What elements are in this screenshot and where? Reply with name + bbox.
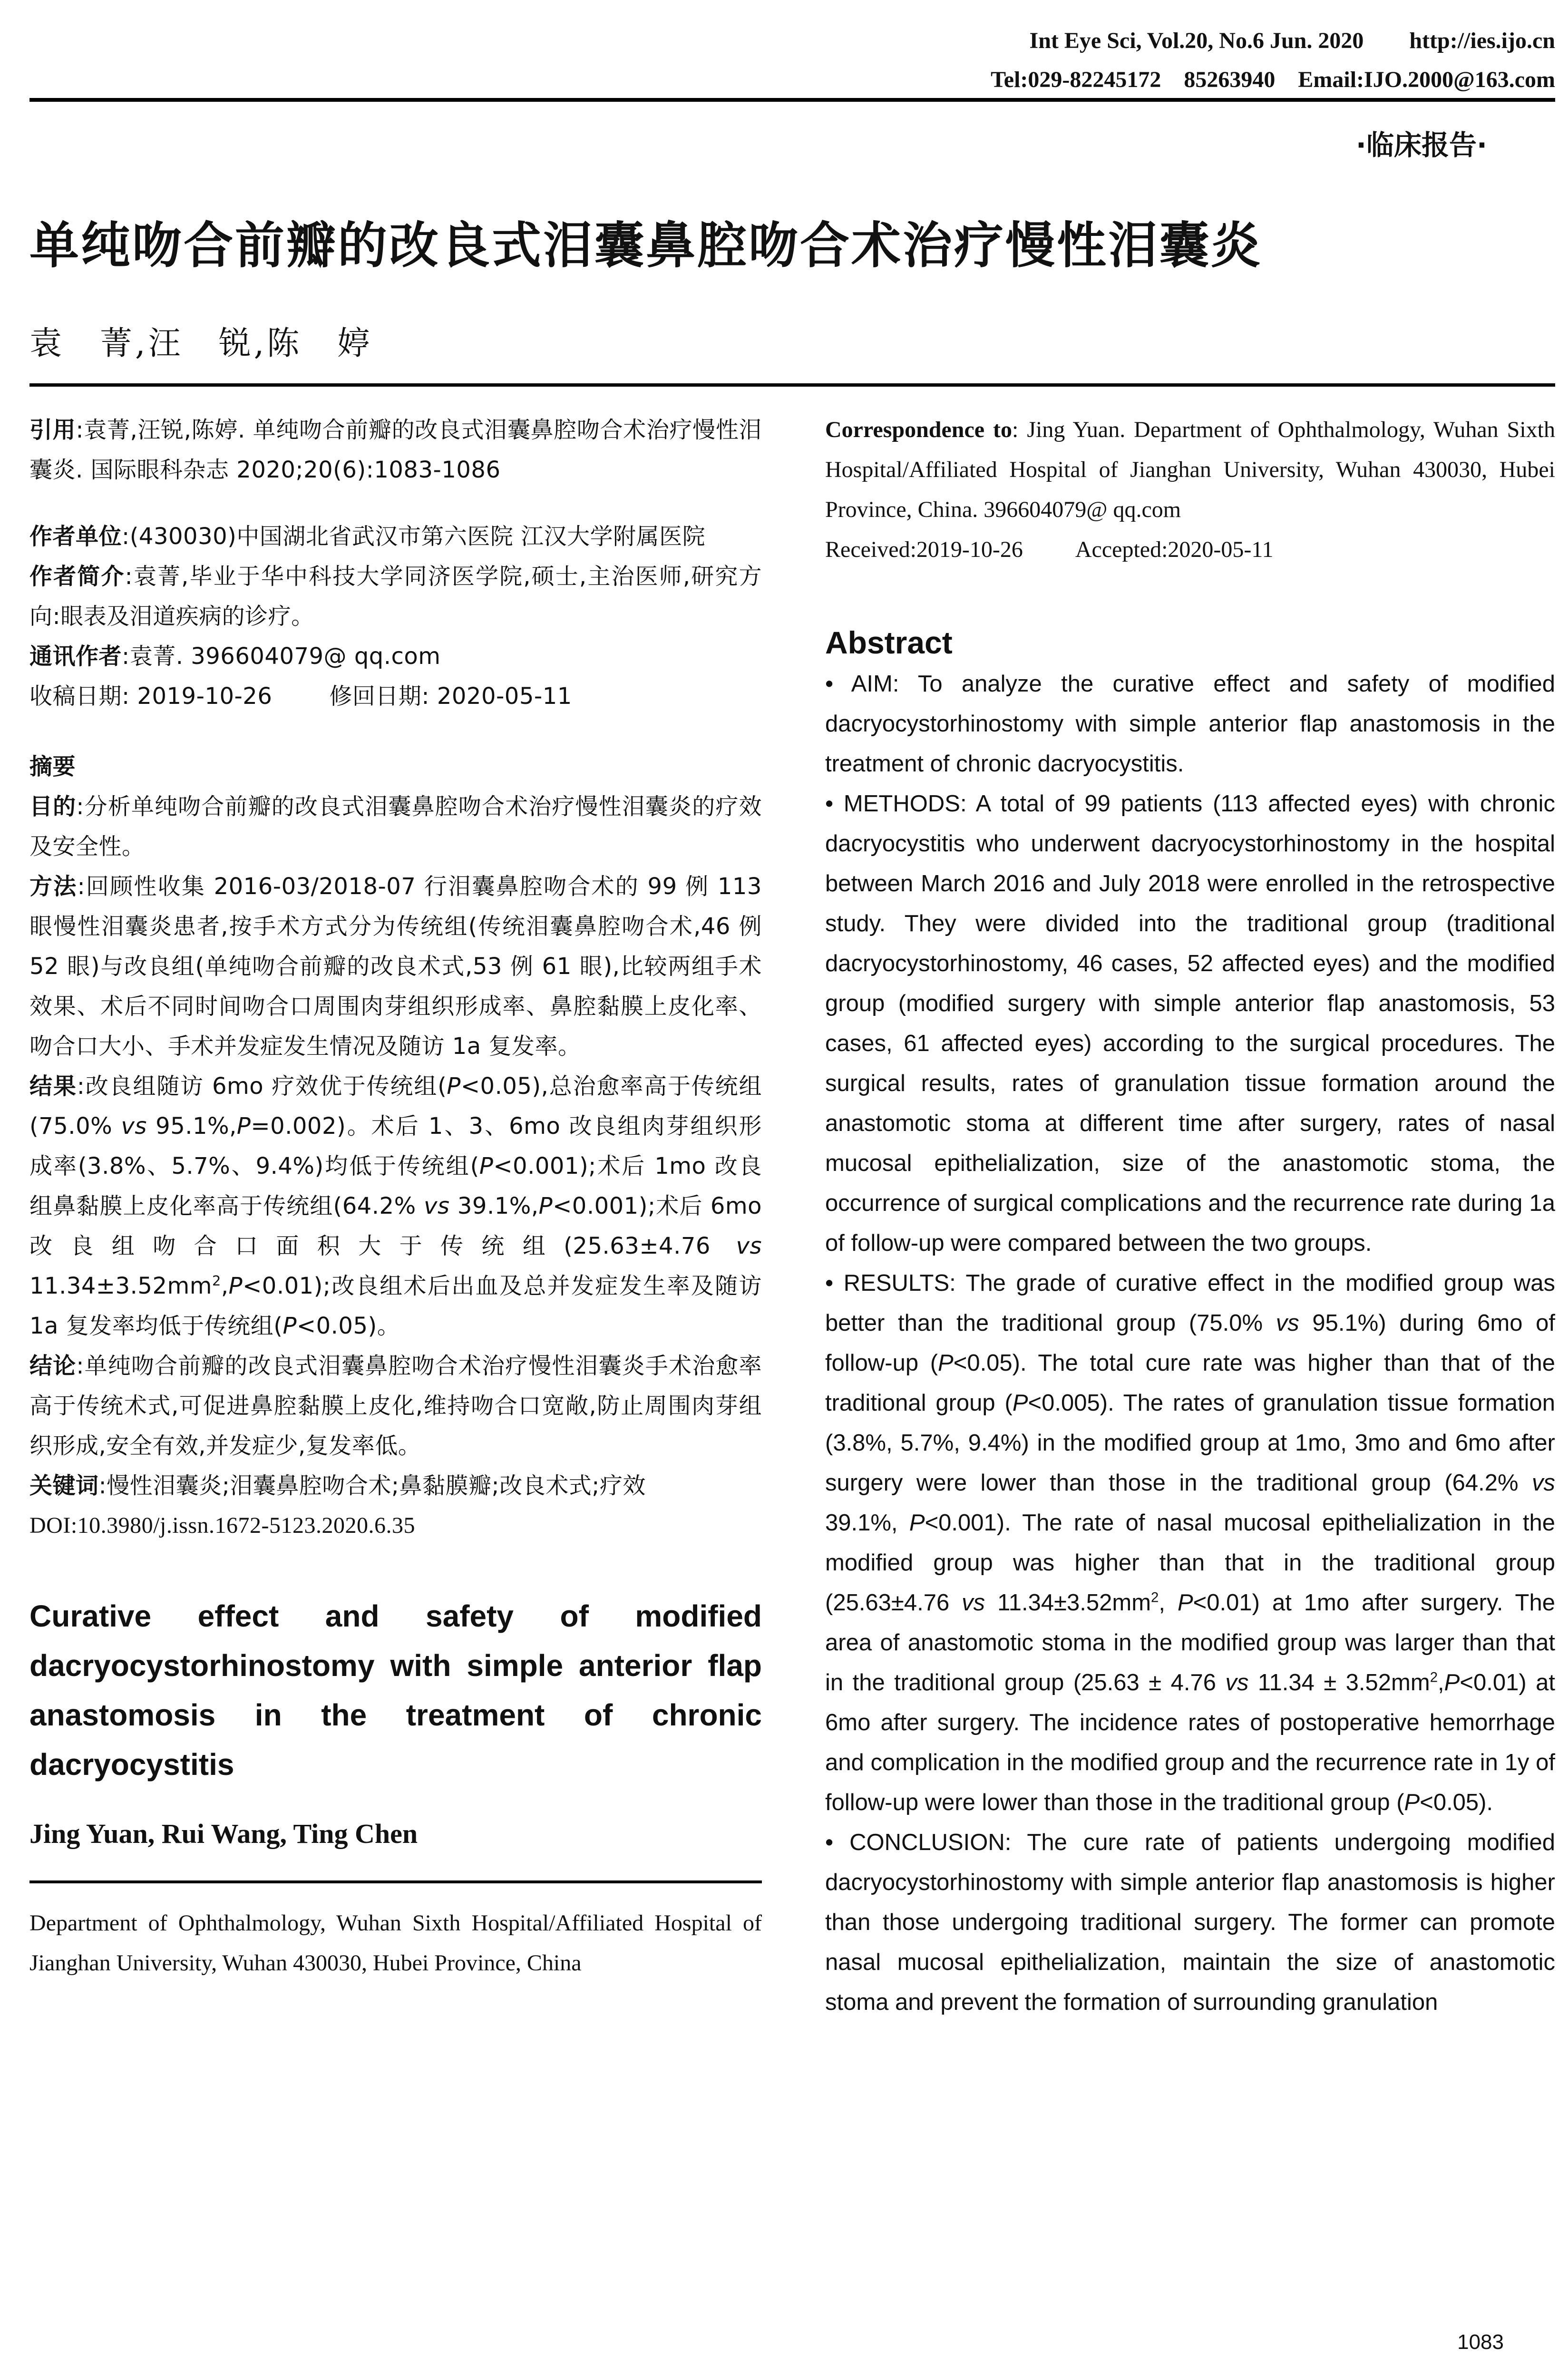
results-text: <0.01) at 1mo after surgery. The area of anastomotic stoma in the modified group was larger than that in the traditional group (25.63 ± 4.76 bbox=[825, 1590, 1555, 1695]
methods-label: • METHODS bbox=[825, 791, 960, 817]
authors-cn: 袁 菁,汪 锐,陈 婷 bbox=[29, 325, 373, 362]
aim-en bbox=[825, 664, 1555, 784]
results-cn bbox=[29, 1066, 762, 1346]
aim-cn bbox=[29, 787, 762, 867]
methods-text: : A total of 99 patients (113 affected eyes) with chronic dacryocystitis who underwent dacryocystorhinostomy in the hospital between March 2016 and July 2018 were enrolled in the retrospective study. They were divided into the traditional group (traditional dacryocystorhinostomy, 46 cases, 52 affected eyes) and the modified group (modified surgery with simple anterior flap anastomosis, 53 cases, 61 affected eyes) according to the surgical procedures. The surgical results, rates of granulation tissue formation around the anastomotic stoma at different time after surgery, rates of nasal mucosal epithelialization, size of the anastomotic stoma, the occurrence of surgical complications and the recurrence rate during 1a of follow-up were compared between the two groups. bbox=[825, 791, 1555, 1256]
p-symbol: P bbox=[282, 1313, 297, 1339]
abstract-heading: Abstract bbox=[825, 625, 953, 660]
results-text: 11.34±3.52mm bbox=[985, 1590, 1151, 1616]
results-text: : The grade of curative effect in the modified group was better than the traditional group (75.0% bbox=[825, 1270, 1555, 1336]
vs-symbol: vs bbox=[424, 1193, 450, 1219]
aim-label: • AIM bbox=[825, 671, 893, 697]
results-text: <0.01) at 6mo after surgery. The incidence rates of postoperative hemorrhage and complication in the modified group and the recurrence rate in 1y of follow-up were lower than those in the traditional group ( bbox=[825, 1670, 1555, 1815]
p-symbol: P bbox=[479, 1153, 494, 1179]
conclusion-en bbox=[825, 1822, 1555, 2022]
results-text: <0.001);术后 6mo 改良组吻合口面积大于传统组(25.63±4.76 bbox=[29, 1193, 762, 1259]
results-text: <0.01);改良组术后出血及总并发症发生率及随访 1a 复发率均低于传统组( bbox=[29, 1273, 762, 1339]
abstract-heading-cn: 摘要 bbox=[29, 753, 76, 780]
results-text: , bbox=[221, 1273, 229, 1299]
citation-label: 引用 bbox=[29, 417, 76, 443]
p-symbol: P bbox=[1444, 1670, 1460, 1695]
citation bbox=[29, 410, 762, 490]
results-text: 11.34±3.52mm bbox=[29, 1273, 213, 1299]
results-text: 95.1%, bbox=[146, 1113, 237, 1140]
corresponding-text: :袁菁. 396604079@ qq.com bbox=[122, 643, 441, 670]
left-column bbox=[29, 410, 762, 1983]
aim-text: : To analyze the curative effect and safety of modified dacryocystorhinostomy with simple anterior flap anastomosis in the treatment of chronic dacryocystitis. bbox=[825, 671, 1555, 777]
vs-symbol: vs bbox=[121, 1113, 147, 1140]
journal-contact-line: Tel:029-82245172 85263940 Email:IJO.2000@163.com bbox=[991, 67, 1555, 92]
affiliation-cn bbox=[29, 516, 762, 556]
page-number: 1083 bbox=[1457, 2330, 1504, 2354]
p-symbol: P bbox=[938, 1350, 954, 1376]
methods-cn bbox=[29, 867, 762, 1066]
superscript: 2 bbox=[212, 1273, 221, 1289]
doi: DOI:10.3980/j.issn.1672-5123.2020.6.35 bbox=[29, 1513, 415, 1538]
received-date-cn: 收稿日期: 2019-10-26 bbox=[29, 683, 273, 710]
conclusion-cn bbox=[29, 1346, 762, 1466]
results-text: <0.001);术后 1mo 改良组鼻黏膜上皮化率高于传统组(64.2% bbox=[29, 1153, 762, 1219]
p-symbol: P bbox=[236, 1113, 251, 1140]
aim-text-cn: :分析单纯吻合前瓣的改良式泪囊鼻腔吻合术治疗慢性泪囊炎的疗效及安全性。 bbox=[29, 793, 762, 860]
results-text: , bbox=[1159, 1590, 1178, 1616]
results-label-cn: 结果 bbox=[29, 1073, 77, 1100]
right-column bbox=[825, 410, 1555, 2022]
conclusion-text: : The cure rate of patients undergoing modified dacryocystorhinostomy with simple anterior flap anastomosis is higher than those undergoing traditional surgery. The former can promote nasal mucosal epithelialization, maintain the size of anastomotic stoma and prevent the formation of surrounding granulation bbox=[825, 1830, 1555, 2015]
results-text: :改良组随访 6mo 疗效优于传统组( bbox=[77, 1073, 447, 1100]
header-rule bbox=[29, 98, 1555, 102]
superscript: 2 bbox=[1430, 1669, 1438, 1685]
aim-label-cn: 目的 bbox=[29, 793, 77, 820]
revised-date-cn: 修回日期: 2020-05-11 bbox=[329, 683, 572, 710]
superscript: 2 bbox=[1151, 1589, 1159, 1606]
vs-symbol: vs bbox=[1532, 1470, 1555, 1496]
affiliation-text: :(430030)中国湖北省武汉市第六医院 江汉大学附属医院 bbox=[122, 523, 706, 550]
keywords-cn bbox=[29, 1466, 762, 1506]
results-text: 95.1%) during 6mo of follow-up ( bbox=[825, 1310, 1555, 1376]
p-symbol: P bbox=[909, 1510, 925, 1536]
results-text: <0.05). The total cure rate was higher than that of the traditional group ( bbox=[825, 1350, 1555, 1416]
correspondence bbox=[825, 410, 1555, 530]
bio-text: :袁菁,毕业于华中科技大学同济医学院,硕士,主治医师,研究方向:眼表及泪道疾病的诊疗。 bbox=[29, 563, 762, 630]
p-symbol: P bbox=[538, 1193, 553, 1219]
correspondence-text: : Jing Yuan. Department of Ophthalmology, Wuhan Sixth Hospital/Affiliated Hospital of Jianghan University, Wuhan 430030, Hubei Province, China. 396604079@ qq.com bbox=[825, 417, 1555, 522]
affiliation-label: 作者单位 bbox=[29, 523, 122, 550]
english-affiliation: Department of Ophthalmology, Wuhan Sixth Hospital/Affiliated Hospital of Jianghan University, Wuhan 430030, Hubei Province, China bbox=[29, 1910, 762, 1976]
methods-label-cn: 方法 bbox=[29, 873, 78, 900]
results-text: 39.1%, bbox=[449, 1193, 539, 1219]
methods-en bbox=[825, 784, 1555, 1263]
results-text: 39.1%, bbox=[825, 1510, 909, 1536]
results-text: , bbox=[1438, 1670, 1444, 1695]
p-symbol: P bbox=[447, 1073, 461, 1100]
p-symbol: P bbox=[1012, 1390, 1028, 1416]
methods-text-cn: :回顾性收集 2016-03/2018-07 行泪囊鼻腔吻合术的 99 例 113 眼慢性泪囊炎患者,按手术方式分为传统组(传统泪囊鼻腔吻合术,46 例 52 眼)与改良组(单纯吻合前瓣的改良术式,53 例 61 眼),比较两组手术效果、术后不同时间吻合口周围肉芽组织形成率、鼻腔黏膜上皮化率、吻合口大小、手术并发症发生情况及随访 1a 复发率。 bbox=[29, 873, 762, 1060]
vs-symbol: vs bbox=[1276, 1310, 1299, 1336]
vs-symbol: vs bbox=[736, 1233, 762, 1259]
received-date: Received:2019-10-26 bbox=[825, 537, 1023, 562]
conclusion-label-cn: 结论 bbox=[29, 1353, 77, 1379]
conclusion-text-cn: :单纯吻合前瓣的改良式泪囊鼻腔吻合术治疗慢性泪囊炎手术治愈率高于传统术式,可促进鼻腔黏膜上皮化,维持吻合口宽敞,防止周围肉芽组织形成,安全有效,并发症少,复发率低。 bbox=[29, 1353, 762, 1459]
results-text: <0.05),总治愈率高于传统组(75.0% bbox=[29, 1073, 762, 1140]
dates-en bbox=[825, 530, 1555, 570]
keywords-text: :慢性泪囊炎;泪囊鼻腔吻合术;鼻黏膜瓣;改良术式;疗效 bbox=[98, 1472, 646, 1499]
keywords-label: 关键词 bbox=[29, 1472, 99, 1499]
results-text: <0.05). bbox=[1420, 1790, 1493, 1815]
conclusion-label: • CONCLUSION bbox=[825, 1830, 1005, 1855]
corresponding-author bbox=[29, 636, 762, 676]
results-text: <0.001). The rate of nasal mucosal epithelialization in the modified group was higher than that in the traditional group (25.63±4.76 bbox=[825, 1510, 1555, 1616]
results-text: 11.34 ± 3.52mm bbox=[1248, 1670, 1430, 1695]
citation-text: :袁菁,汪锐,陈婷. 单纯吻合前瓣的改良式泪囊鼻腔吻合术治疗慢性泪囊炎. 国际眼科杂志 2020;20(6):1083-1086 bbox=[29, 417, 762, 483]
corresponding-label: 通讯作者 bbox=[29, 643, 122, 670]
results-text: <0.05)。 bbox=[296, 1313, 400, 1339]
p-symbol: P bbox=[1404, 1790, 1420, 1815]
title-rule bbox=[29, 383, 1555, 387]
section-tag: ·临床报告· bbox=[1355, 129, 1487, 161]
english-title: Curative effect and safety of modified dacryocystorhinostomy with simple anterior flap anastomosis in the treatment of chronic dacryocystitis bbox=[29, 1599, 762, 1782]
author-bio bbox=[29, 556, 762, 636]
journal-header-line: Int Eye Sci, Vol.20, No.6 Jun. 2020 http://ies.ijo.cn bbox=[1029, 28, 1555, 53]
vs-symbol: vs bbox=[962, 1590, 985, 1616]
results-text: <0.005). The rates of granulation tissue formation (3.8%, 5.7%, 9.4%) in the modified group at 1mo, 3mo and 6mo after surgery were lower than those in the traditional group (64.2% bbox=[825, 1390, 1555, 1496]
p-symbol: P bbox=[1177, 1590, 1193, 1616]
results-label: • RESULTS bbox=[825, 1270, 950, 1296]
page-title: 单纯吻合前瓣的改良式泪囊鼻腔吻合术治疗慢性泪囊炎 bbox=[29, 216, 1263, 274]
results-text: =0.002)。术后 1、3、6mo 改良组肉芽组织形成率(3.8%、5.7%、9.4%)均低于传统组( bbox=[29, 1113, 762, 1179]
accepted-date: Accepted:2020-05-11 bbox=[1075, 537, 1274, 562]
dates-cn bbox=[29, 676, 762, 716]
results-en bbox=[825, 1263, 1555, 1822]
p-symbol: P bbox=[228, 1273, 243, 1299]
english-authors: Jing Yuan, Rui Wang, Ting Chen bbox=[29, 1818, 418, 1849]
correspondence-label: Correspondence to bbox=[825, 417, 1013, 442]
bio-label: 作者简介 bbox=[29, 563, 125, 590]
vs-symbol: vs bbox=[1225, 1670, 1249, 1695]
